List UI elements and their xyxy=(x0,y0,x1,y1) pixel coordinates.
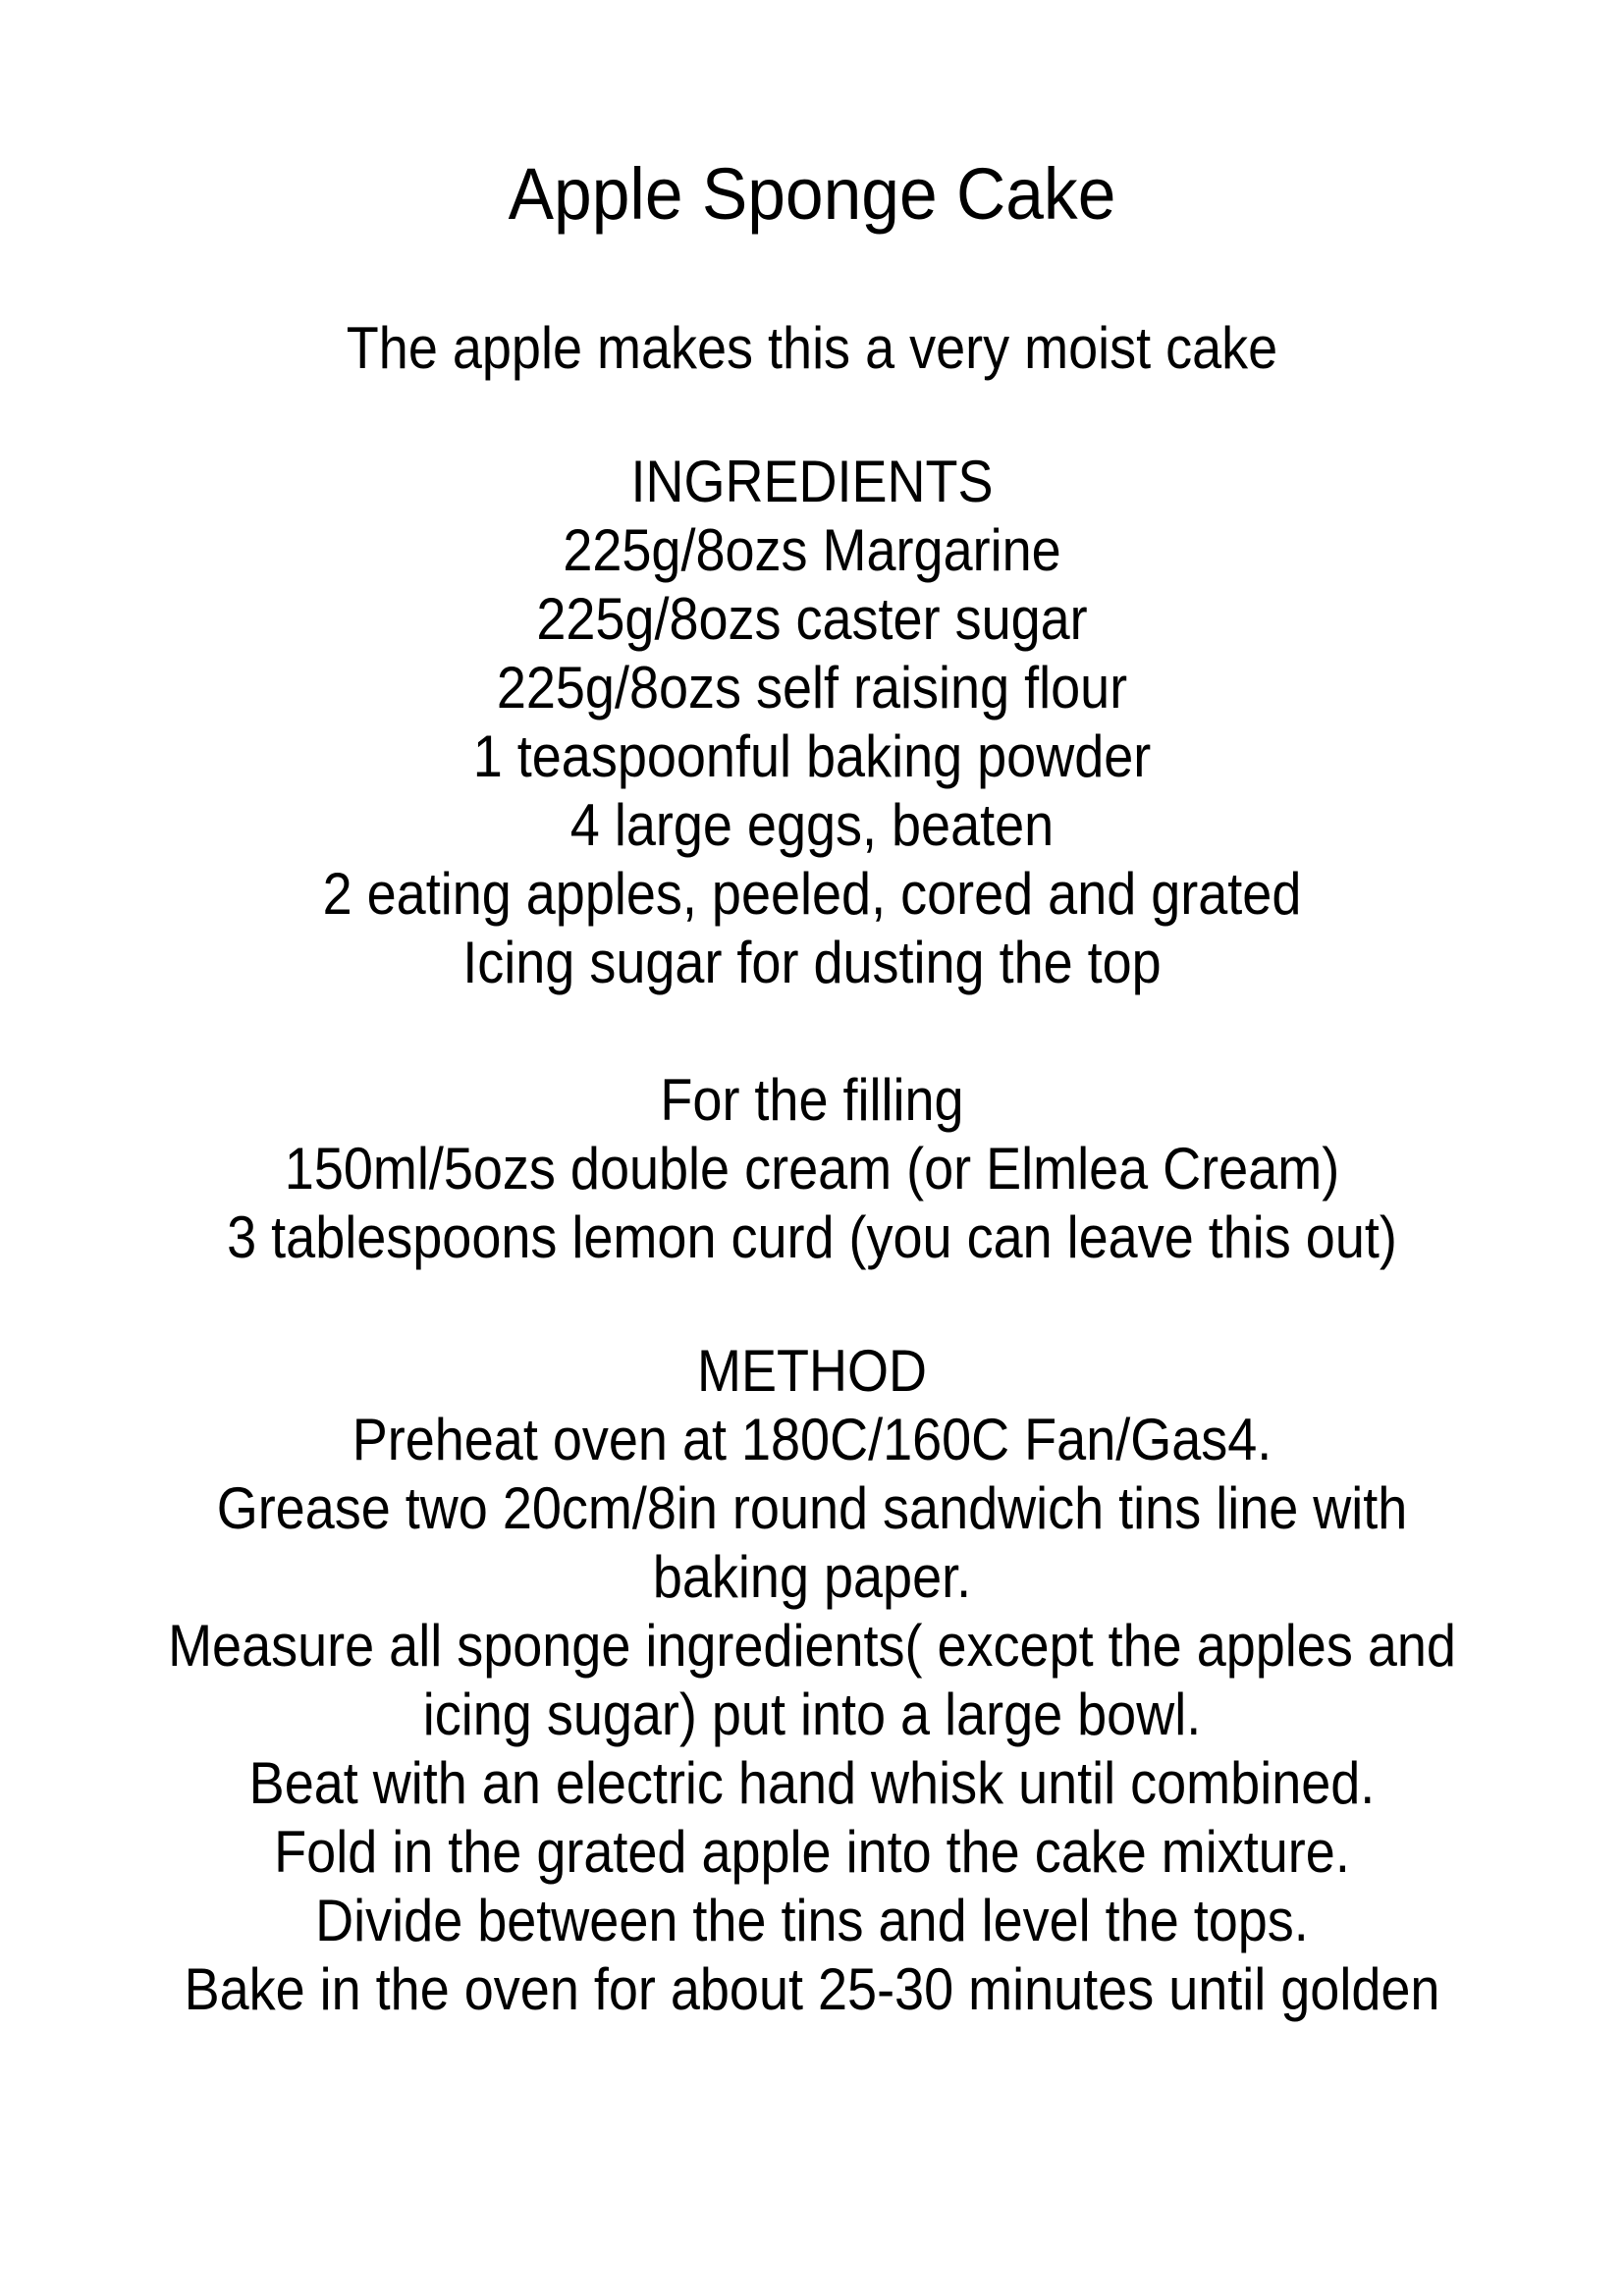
ingredient-line: Icing sugar for dusting the top xyxy=(462,930,1162,995)
method-heading: METHOD xyxy=(697,1338,927,1404)
page-title: Apple Sponge Cake xyxy=(508,153,1116,235)
section-method xyxy=(0,1337,1624,2024)
method-line: Grease two 20cm/8in round sandwich tins line with xyxy=(216,1475,1408,1541)
method-line: icing sugar) put into a large bowl. xyxy=(422,1682,1202,1747)
method-line: baking paper. xyxy=(652,1544,972,1610)
section-filling xyxy=(0,1066,1624,1272)
section-ingredients xyxy=(0,448,1624,997)
ingredient-line: 4 large eggs, beaten xyxy=(569,792,1055,858)
ingredient-line: 225g/8ozs self raising flour xyxy=(496,655,1128,721)
ingredient-line: 225g/8ozs caster sugar xyxy=(536,586,1088,652)
method-line: Fold in the grated apple into the cake mixture. xyxy=(274,1819,1350,1885)
method-line: Divide between the tins and level the tops. xyxy=(315,1888,1309,1953)
method-line: Measure all sponge ingredients( except the apples and xyxy=(168,1613,1456,1679)
ingredient-line: 225g/8ozs Margarine xyxy=(563,517,1061,583)
filling-line: 150ml/5ozs double cream (or Elmlea Cream) xyxy=(284,1136,1340,1201)
ingredient-line: 2 eating apples, peeled, cored and grated xyxy=(322,861,1302,927)
ingredients-heading: INGREDIENTS xyxy=(630,449,994,514)
method-line: Beat with an electric hand whisk until combined. xyxy=(248,1750,1376,1816)
subtitle-block xyxy=(0,314,1624,383)
filling-line: 3 tablespoons lemon curd (you can leave this out) xyxy=(227,1204,1397,1270)
method-line: Preheat oven at 180C/160C Fan/Gas4. xyxy=(352,1407,1272,1472)
page-subtitle: The apple makes this a very moist cake xyxy=(346,315,1278,381)
ingredient-line: 1 teaspoonful baking powder xyxy=(472,723,1152,789)
method-line: Bake in the oven for about 25-30 minutes until golden xyxy=(184,1956,1440,2022)
filling-heading: For the filling xyxy=(660,1067,964,1133)
